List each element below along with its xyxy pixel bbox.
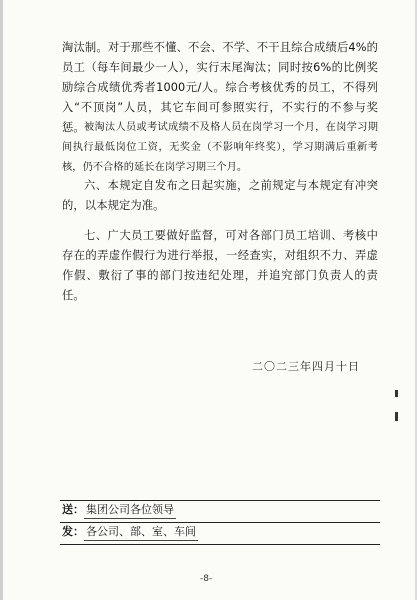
distribution-bottom-rule [60,544,380,545]
distribution-copy [62,524,198,541]
copy-value: 各公司、部、室、车间 [84,524,198,541]
paragraph-relearning-rule: 被淘汰人员或考试成绩不及格人员在岗学习一个月，在岗学习期间执行最低岗位工资，无奖金（不影响年终奖），学习期满后重新考核，仍不合格的延长在岗学习期三个月。 [62,122,378,173]
paragraph-elimination-rule: 淘汰制。对于那些不懂、不会、不学、不干且综合成绩后4%的员工（每车间最少一人），实行末尾淘汰；同时按6%的比例奖励综合成绩优秀者1000元/人。综合考核优秀的员工，不得列入“不顶岗”人员，其它车间可参照实行，不实行的不参与奖惩。 [62,41,378,134]
send-label: 送： [62,503,84,516]
page-number: -8- [200,574,213,584]
document-date: 二〇二三年四月十日 [252,360,360,373]
distribution-send [62,502,176,519]
paragraph-section-six: 六、本规定自发布之日起实施，之前规定与本规定有冲突的，以本规定为准。 [62,179,378,212]
scan-mark-2 [395,412,398,421]
scan-mark-1 [395,390,398,397]
distribution-middle-rule [60,522,380,523]
distribution-top-rule [60,500,380,501]
scan-edge-left [0,0,3,600]
send-value: 集团公司各位领导 [84,502,176,519]
copy-label: 发： [62,525,84,538]
paragraph-section-seven: 七、广大员工要做好监督，可对各部门员工培训、考核中存在的弄虚作假行为进行举报，一经查实，对组织不力、弄虚作假、敷衍了事的部门按违纪处理，并追究部门负责人的责任。 [62,229,378,302]
